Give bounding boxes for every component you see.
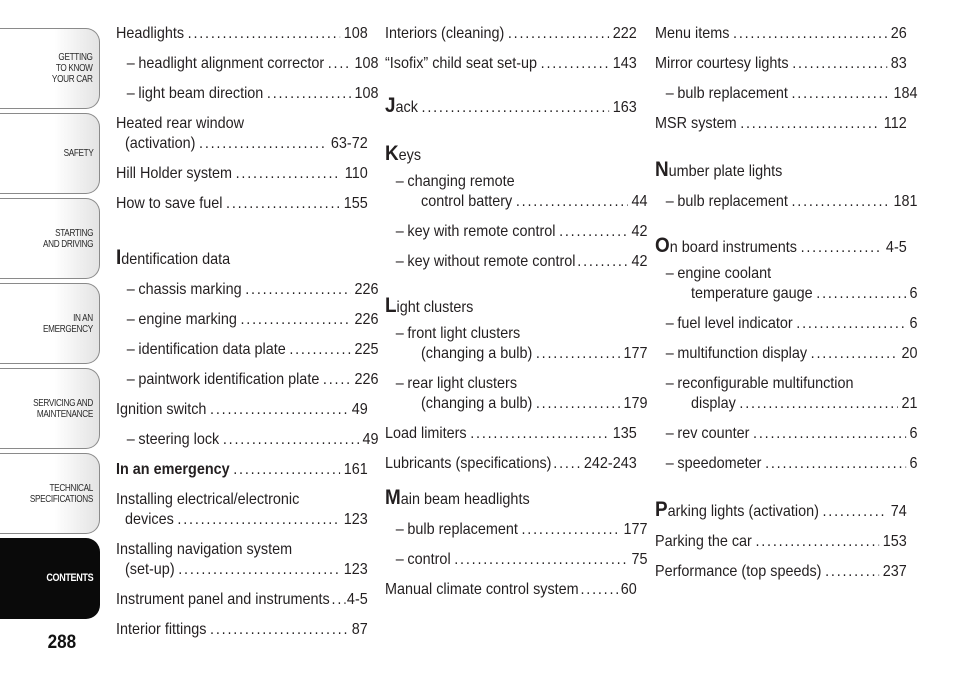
dash: – [395,551,404,568]
dash: – [395,325,404,342]
dash: – [395,375,404,392]
index-subentry[interactable] [385,324,648,364]
entry-text: Heated rear window [116,115,245,132]
entry-text: fuel level indicator [677,315,793,332]
entry-text: Instrument panel and instruments [116,591,330,608]
entry-page: 161 [343,461,368,478]
entry-text: bulb replacement [407,521,518,538]
index-subentry[interactable] [655,84,918,104]
index-entry-menu-items[interactable] [655,24,907,44]
dash: – [126,341,135,358]
index-heading-number-plate[interactable] [655,160,907,182]
index-column-3 [655,24,918,582]
entry-text: chassis marking [138,281,242,298]
entry-text: control [407,551,451,568]
dash: – [395,173,404,190]
chapter-tabs [0,28,100,623]
tab-label: SERVICING AND MAINTENANCE [33,397,93,420]
entry-page: 74 [890,503,907,520]
index-subentry[interactable] [116,54,379,74]
entry-page: 26 [890,25,907,42]
entry-page: 112 [883,115,907,132]
entry-text: Menu items [655,25,730,42]
entry-page: 44 [631,193,648,210]
dash: – [395,253,404,270]
entry-page: 135 [612,425,637,442]
index-heading-jack[interactable] [385,96,637,118]
dash: – [126,281,135,298]
entry-text: umber plate lights [668,163,783,180]
index-heading-light-clusters[interactable] [385,296,637,318]
index-entry-heated-rear-window[interactable] [116,114,368,154]
index-heading-main-beam[interactable] [385,488,637,510]
entry-text: headlight alignment corrector [138,55,325,72]
entry-page: 177 [623,345,648,362]
tab-label: CONTENTS [46,572,93,584]
entry-page: 6 [909,425,918,442]
entry-text: reconfigurable multifunction [677,375,854,392]
tab-servicing-and-maintenance[interactable] [0,368,100,449]
entry-text: (changing a bulb) [421,345,533,362]
index-entry-msr-system[interactable] [655,114,907,134]
index-subentry[interactable] [116,84,379,104]
entry-page: 4-5 [885,239,907,256]
entry-page: 226 [354,371,379,388]
entry-text: (changing a bulb) [421,395,533,412]
entry-text: rear light clusters [407,375,518,392]
tab-technical-specifications[interactable] [0,453,100,534]
entry-page: 20 [901,345,918,362]
entry-page: 222 [612,25,637,42]
entry-page: 242-243 [583,455,637,472]
letter-initial: N [655,158,669,181]
index-entry-installing-electrical[interactable] [116,490,368,530]
entry-text: engine coolant [677,265,772,282]
index-entry-hill-holder[interactable] [116,164,368,184]
index-subentry[interactable] [385,222,648,242]
entry-page: 226 [354,311,379,328]
index-subentry[interactable] [655,192,918,212]
entry-page: 110 [344,165,368,182]
entry-page: 49 [362,431,379,448]
letter-initial: J [385,94,396,117]
index-entry-in-an-emergency[interactable] [116,460,368,480]
tab-in-an-emergency[interactable] [0,283,100,364]
dash: – [665,375,674,392]
index-subentry[interactable] [655,424,918,444]
index-subentry[interactable] [116,370,379,390]
entry-text: Interiors (cleaning) [385,25,505,42]
index-entry-headlights[interactable] [116,24,368,44]
entry-page: 123 [343,561,368,578]
index-subentry[interactable] [385,520,648,540]
index-subentry[interactable] [116,340,379,360]
entry-text: Lubricants (specifications) [385,455,552,472]
dash: – [126,431,135,448]
entry-page: 225 [354,341,379,358]
index-heading-keys[interactable] [385,144,637,166]
dash: – [395,223,404,240]
entry-text: arking lights (activation) [667,503,819,520]
entry-text: Hill Holder system [116,165,233,182]
entry-text: steering lock [138,431,220,448]
entry-page: 181 [893,193,918,210]
entry-page: 42 [631,253,648,270]
entry-text: light beam direction [138,85,264,102]
entry-page: 83 [890,55,907,72]
entry-text: key without remote control [407,253,576,270]
entry-text: temperature gauge [691,285,813,302]
dash: – [126,311,135,328]
index-entry-performance[interactable] [655,562,907,582]
index-entry-ignition-switch[interactable] [116,400,368,420]
index-heading-on-board-instruments[interactable] [655,236,907,258]
letter-initial: O [655,234,670,257]
tab-label: TECHNICAL SPECIFICATIONS [29,482,93,505]
index-entry-mirror-courtesy-lights[interactable] [655,54,907,74]
entry-text: ain beam headlights [400,491,530,508]
index-entry-load-limiters[interactable] [385,424,637,444]
entry-page: 108 [354,85,379,102]
index-entry-interiors-cleaning[interactable] [385,24,637,44]
entry-page: 21 [901,395,918,412]
entry-text: devices [125,511,174,528]
entry-page: 226 [354,281,379,298]
index-column-1 [116,24,379,640]
dash: – [126,371,135,388]
index-entry-installing-navigation[interactable] [116,540,368,580]
entry-text: (activation) [125,135,196,152]
entry-page: 4-5 [346,591,368,608]
tab-starting-and-driving[interactable] [0,198,100,279]
index-heading-parking-lights[interactable] [655,500,907,522]
index-entry-interior-fittings[interactable] [116,620,368,640]
entry-text: identification data plate [138,341,286,358]
entry-text: key with remote control [407,223,556,240]
index-heading-identification[interactable] [116,248,368,270]
entry-page: 179 [623,395,648,412]
entry-text: dentification data [121,251,231,268]
dash: – [126,85,135,102]
letter-initial: M [385,486,401,509]
dash: – [665,345,674,362]
entry-text: Manual climate control system [385,581,579,598]
tab-label: STARTING AND DRIVING [42,227,93,250]
entry-page: 6 [909,455,918,472]
index-entry-parking-the-car[interactable] [655,532,907,552]
tab-label: SAFETY [63,148,93,159]
tab-contents[interactable] [0,538,100,619]
index-subentry[interactable] [655,374,918,414]
entry-text: bulb replacement [677,193,788,210]
letter-initial: I [116,246,122,269]
entry-text: n board instruments [669,239,797,256]
entry-text: paintwork identification plate [138,371,320,388]
index-entry-instrument-panel[interactable] [116,590,368,610]
index-subentry[interactable] [385,550,648,570]
index-subentry[interactable] [116,310,379,330]
index-subentry[interactable] [655,344,918,364]
entry-page: 75 [631,551,648,568]
entry-text: rev counter [677,425,750,442]
entry-text: multifunction display [677,345,808,362]
entry-text: (set-up) [125,561,175,578]
dash: – [665,315,674,332]
index-subentry[interactable] [385,172,648,212]
index-subentry[interactable] [116,430,379,450]
index-subentry[interactable] [655,314,918,334]
entry-page: 108 [354,55,379,72]
index-subentry[interactable] [385,374,648,414]
entry-page: 6 [909,315,918,332]
entry-page: 108 [343,25,368,42]
entry-page: 6 [909,285,918,302]
index-entry-lubricants[interactable] [385,454,637,474]
entry-page: 63-72 [330,135,368,152]
entry-page: 153 [882,533,907,550]
dash: – [665,455,674,472]
entry-text: “Isofix” child seat set-up [385,55,538,72]
page-number: 288 [47,632,77,653]
entry-text: Performance (top speeds) [655,563,822,580]
entry-page: 163 [612,99,637,116]
index-entry-save-fuel[interactable] [116,194,368,214]
entry-text: Headlights [116,25,185,42]
entry-page: 87 [351,621,368,638]
entry-text: ack [395,99,418,116]
entry-page: 143 [612,55,637,72]
tab-label: GETTING TO KNOW YOUR CAR [52,52,93,85]
letter-initial: P [655,498,668,521]
entry-text: speedometer [677,455,762,472]
dash: – [665,425,674,442]
letter-initial: L [385,294,397,317]
entry-text: Parking the car [655,533,752,550]
entry-text: Installing electrical/electronic [116,491,300,508]
entry-text: Interior fittings [116,621,207,638]
entry-page: 42 [631,223,648,240]
entry-page: 177 [623,521,648,538]
entry-text: bulb replacement [677,85,788,102]
entry-text: Load limiters [385,425,467,442]
index-subentry[interactable] [385,252,648,272]
entry-text: Mirror courtesy lights [655,55,789,72]
index-subentry[interactable] [116,280,379,300]
index-subentry[interactable] [655,264,918,304]
letter-initial: K [385,142,399,165]
tab-safety[interactable] [0,113,100,194]
index-column-2 [385,24,648,600]
entry-text: In an emergency [116,461,230,478]
entry-text: How to save fuel [116,195,223,212]
dash: – [665,193,674,210]
entry-text: eys [398,147,422,164]
tab-getting-to-know-your-car[interactable] [0,28,100,109]
entry-page: 49 [351,401,368,418]
entry-page: 123 [343,511,368,528]
entry-text: ight clusters [396,299,474,316]
entry-text: control battery [421,193,513,210]
dash: – [665,85,674,102]
entry-page: 155 [343,195,368,212]
tab-label: IN AN EMERGENCY [43,312,93,335]
entry-text: MSR system [655,115,737,132]
index-subentry[interactable] [655,454,918,474]
dash: – [395,521,404,538]
entry-text: changing remote [407,173,515,190]
entry-text: Installing navigation system [116,541,293,558]
index-entry-manual-climate[interactable] [385,580,637,600]
entry-page: 60 [620,581,637,598]
entry-text: display [691,395,736,412]
entry-page: 237 [882,563,907,580]
index-entry-isofix[interactable] [385,54,637,74]
dash: – [126,55,135,72]
dash: – [665,265,674,282]
entry-text: engine marking [138,311,237,328]
entry-page: 184 [893,85,918,102]
entry-text: front light clusters [407,325,521,342]
entry-text: Ignition switch [116,401,207,418]
